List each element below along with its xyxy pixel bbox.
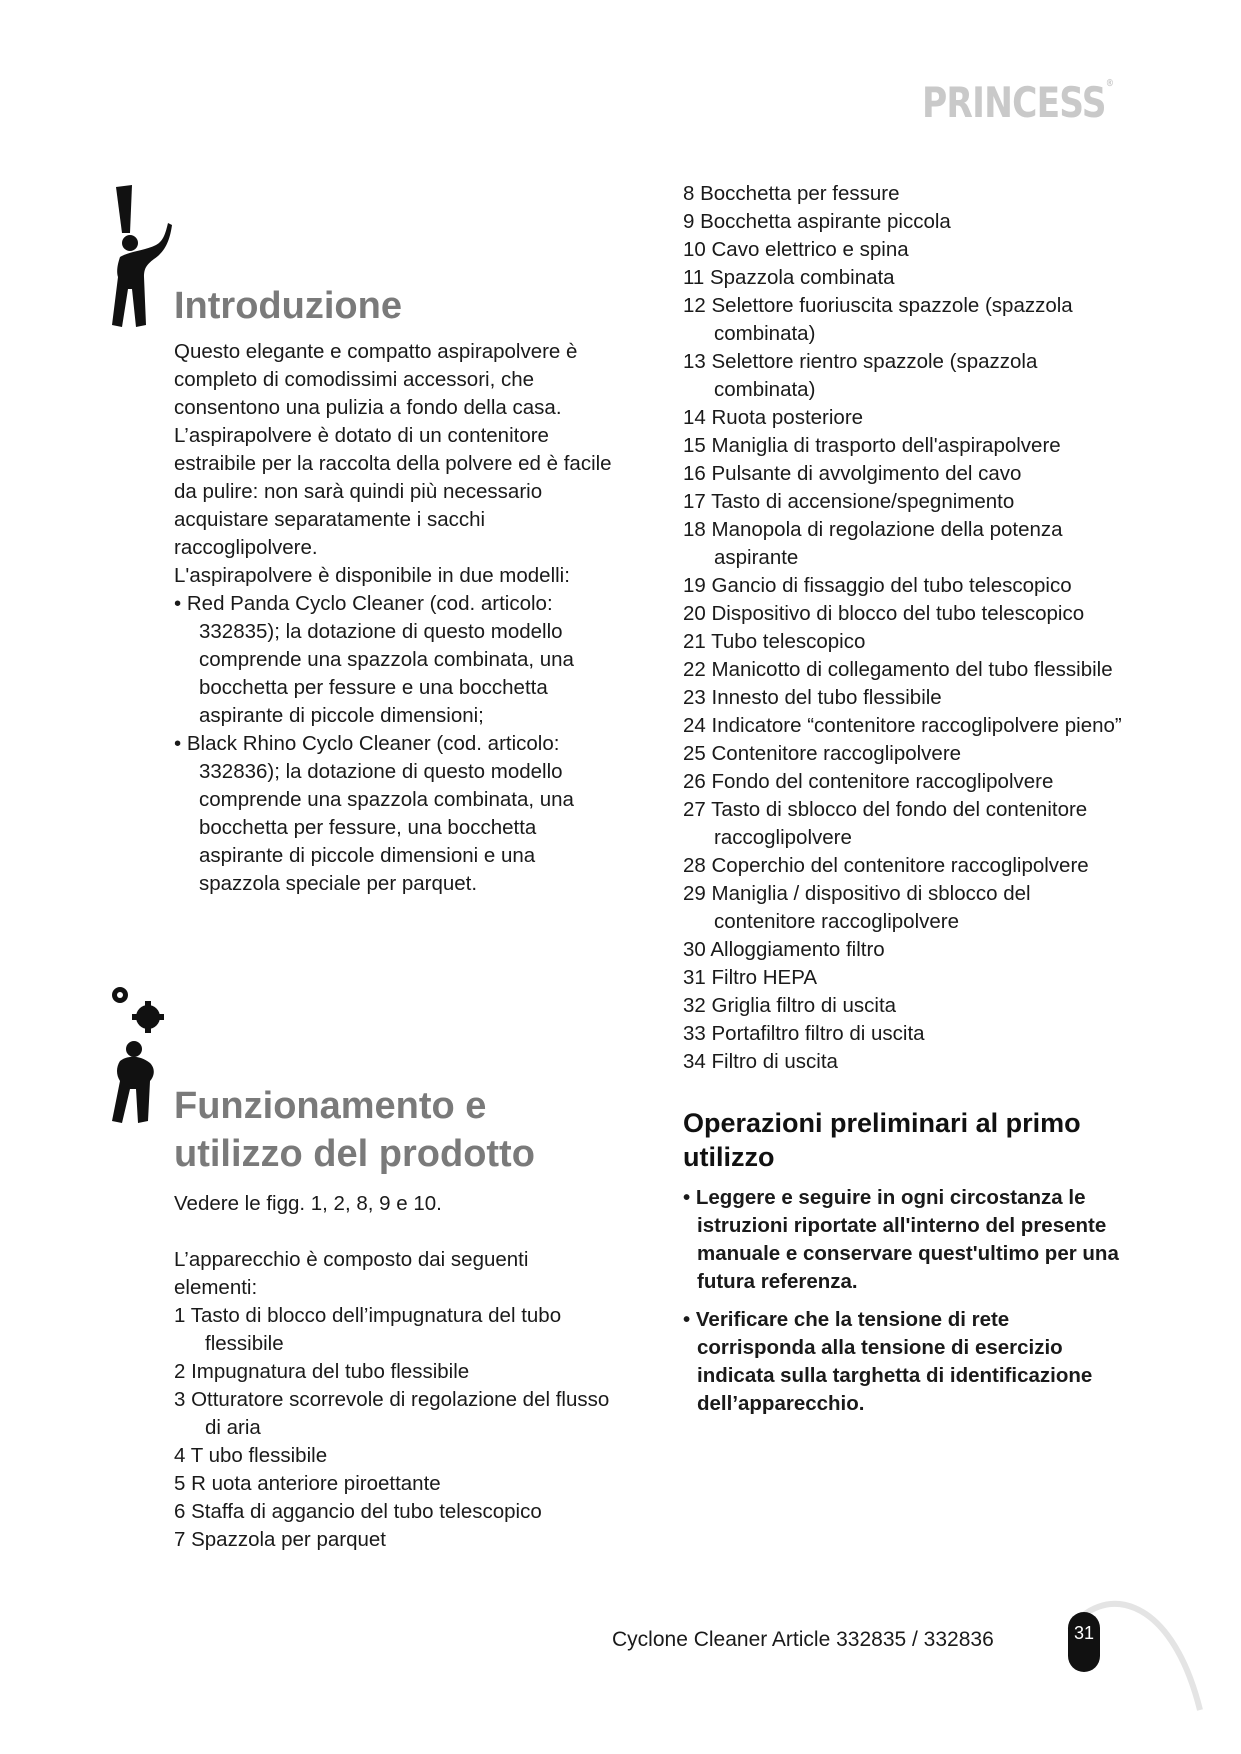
part-item: 8 Bocchetta per fessure <box>683 182 900 205</box>
part-item: 29 Maniglia / dispositivo di sblocco del contenitore raccoglipolvere <box>683 882 1031 933</box>
operation-section <box>174 1082 614 1554</box>
model-black-rhino: • Black Rhino Cyclo Cleaner (cod. articolo: 332836); la dotazione di questo modello comprende una spazzola combinata, una bocchetta per fessure, una bocchetta aspirante di piccole dimensioni e una spazzola speciale per parquet. <box>174 732 574 895</box>
part-item: 22 Manicotto di collegamento del tubo flessibile <box>683 658 1113 681</box>
see-figures: Vedere le figg. 1, 2, 8, 9 e 10. <box>174 1192 442 1215</box>
part-item: 18 Manopola di regolazione della potenza aspirante <box>683 518 1063 569</box>
intro-heading: Introduzione <box>174 285 402 327</box>
part-item: 16 Pulsante di avvolgimento del cavo <box>683 462 1022 485</box>
gears-person-icon <box>110 985 174 1125</box>
part-item: 4 T ubo flessibile <box>174 1444 328 1467</box>
brand-logo-text: PRINCESS <box>922 78 1106 127</box>
part-item: 12 Selettore fuoriuscita spazzole (spazzola combinata) <box>683 294 1073 345</box>
part-item: 6 Staffa di aggancio del tubo telescopico <box>174 1500 542 1523</box>
part-item: 7 Spazzola per parquet <box>174 1528 386 1551</box>
part-item: 21 Tubo telescopico <box>683 630 866 653</box>
part-item: 34 Filtro di uscita <box>683 1050 838 1073</box>
preliminary-bullet: • Leggere e seguire in ogni circostanza le istruzioni riportate all'interno del presente manuale e conservare quest'ultimo per una futura referenza. <box>683 1186 1119 1293</box>
page-number-badge <box>1068 1612 1100 1672</box>
part-item: 27 Tasto di sblocco del fondo del contenitore raccoglipolvere <box>683 798 1088 849</box>
part-item: 28 Coperchio del contenitore raccoglipolvere <box>683 854 1089 877</box>
part-item: 32 Griglia filtro di uscita <box>683 994 897 1017</box>
part-item: 33 Portafiltro filtro di uscita <box>683 1022 925 1045</box>
part-item: 14 Ruota posteriore <box>683 406 864 429</box>
operation-heading-line2: utilizzo del prodotto <box>174 1133 535 1175</box>
part-item: 25 Contenitore raccoglipolvere <box>683 742 962 765</box>
preliminary-heading: Operazioni preliminari al primo utilizzo <box>683 1108 1081 1172</box>
preliminary-bullet: • Verificare che la tensione di rete corrisponda alla tensione di esercizio indicata sulla targhetta di identificazione dell’apparecchio. <box>683 1308 1093 1415</box>
part-item: 30 Alloggiamento filtro <box>683 938 885 961</box>
part-item: 23 Innesto del tubo flessibile <box>683 686 942 709</box>
footer-article: Cyclone Cleaner Article 332835 / 332836 <box>612 1628 994 1651</box>
brand-logo <box>922 78 1113 127</box>
part-item: 1 Tasto di blocco dell’impugnatura del tubo flessibile <box>174 1304 562 1355</box>
part-item: 9 Bocchetta aspirante piccola <box>683 210 951 233</box>
part-item: 15 Maniglia di trasporto dell'aspirapolvere <box>683 434 1061 457</box>
left-column <box>174 282 614 898</box>
exclamation-person-icon <box>110 185 174 330</box>
part-item: 13 Selettore rientro spazzole (spazzola combinata) <box>683 350 1038 401</box>
part-item: 11 Spazzola combinata <box>683 266 895 289</box>
part-item: 20 Dispositivo di blocco del tubo telescopico <box>683 602 1085 625</box>
part-item: 19 Gancio di fissaggio del tubo telescopico <box>683 574 1072 597</box>
intro-models-line: L'aspirapolvere è disponibile in due modelli: <box>174 564 570 587</box>
part-item: 17 Tasto di accensione/spegnimento <box>683 490 1015 513</box>
page-number: 31 <box>1073 1623 1095 1643</box>
registered-mark: ® <box>1105 78 1114 89</box>
parts-list-right <box>683 180 1123 1418</box>
part-item: 5 R uota anteriore piroettante <box>174 1472 441 1495</box>
part-item: 31 Filtro HEPA <box>683 966 818 989</box>
composed-of: L’apparecchio è composto dai seguenti elementi: <box>174 1248 529 1299</box>
part-item: 26 Fondo del contenitore raccoglipolvere <box>683 770 1054 793</box>
intro-paragraph: Questo elegante e compatto aspirapolvere è completo di comodissimi accessori, che consentono una pulizia a fondo della casa. L’aspirapolvere è dotato di un contenitore estraibile per la raccolta della polvere ed è facile da pulire: non sarà quindi più necessario acquistare separatamente i sacchi raccoglipolvere. <box>174 340 612 559</box>
operation-heading-line1: Funzionamento e <box>174 1085 487 1127</box>
part-item: 24 Indicatore “contenitore raccoglipolvere pieno” <box>683 714 1122 737</box>
part-item: 2 Impugnatura del tubo flessibile <box>174 1360 470 1383</box>
part-item: 10 Cavo elettrico e spina <box>683 238 909 261</box>
part-item: 3 Otturatore scorrevole di regolazione del flusso di aria <box>174 1388 610 1439</box>
model-red-panda: • Red Panda Cyclo Cleaner (cod. articolo: 332835); la dotazione di questo modello comprende una spazzola combinata, una bocchetta per fessure e una bocchetta aspirante di piccole dimensioni; <box>174 592 574 727</box>
